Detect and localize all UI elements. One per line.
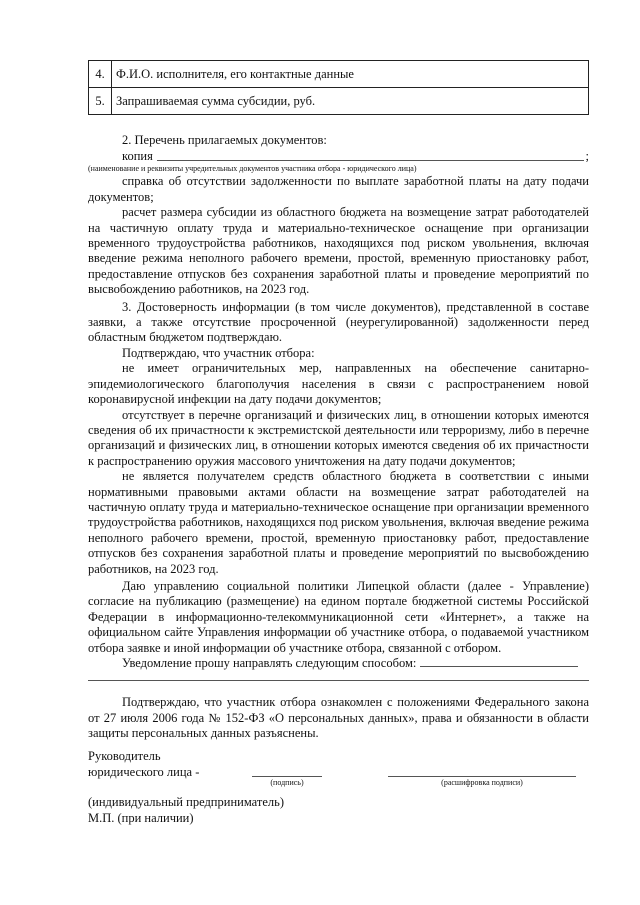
row-number: 4. (89, 61, 112, 88)
info-table (88, 60, 589, 115)
confirm-item-budget: не является получателем средств областного бюджета в соответствии с иными нормативными правовыми актами области на возмещение затрат работодателей на частичную оплату труда и материально-техническое оснащение при организации временного трудоустройства работников, находящихся под риском увольнения, включая введение режима неполного рабочего времени, простой, временную приостановку работ, предоставление отпусков без сохранения заработной платы и проведение мероприятий по высвобождению работников, на 2023 год. (88, 469, 589, 576)
table-row (89, 88, 589, 115)
row-number: 5. (89, 88, 112, 115)
section3-reliability: 3. Достоверность информации (в том числе документов), представленной в составе заявки, а также отсутствие просроченной (неурегулированной) задолженности перед областным бюджетом подтверждаю. (88, 299, 589, 345)
row-text: Запрашиваемая сумма субсидии, руб. (112, 88, 589, 115)
signature-caption: (подпись) (270, 778, 304, 787)
row-text: Ф.И.О. исполнителя, его контактные данные (112, 61, 589, 88)
doc-item-salary-debt: справка об отсутствии задолженности по выплате заработной платы на дату подачи документов; (88, 174, 589, 204)
copy-row (88, 148, 589, 164)
table-row (89, 61, 589, 88)
notify-label: Уведомление прошу направлять следующим способом: (122, 656, 417, 670)
notify-paragraph (88, 656, 589, 671)
personal-data-paragraph: Подтверждаю, что участник отбора ознакомлен с положениями Федерального закона от 27 июля 2006 года № 152-ФЗ «О персональных данных», права и обязанности в области защиты персональных данных разъяснены. (88, 695, 589, 741)
document-body (88, 133, 589, 742)
copy-note: (наименование и реквизиты учредительных документов участника отбора - юридического лица) (88, 164, 417, 174)
notify-fill-line (420, 656, 578, 667)
copy-fill-line (157, 150, 584, 161)
signature-decode-line (388, 776, 576, 777)
signature-block (88, 748, 589, 826)
signature-line (252, 776, 322, 777)
signature-legal-entity-label: юридического лица - (88, 765, 200, 779)
doc-item-subsidy-calc: расчет размера субсидии из областного бюджета на возмещение затрат работодателей на частичную оплату труда и материально-техническое оснащение при организации временного трудоустройства работников, находящихся под риском увольнения, включая введение режима неполного рабочего времени, простой, временную приостановку работ, предоставление отпусков без сохранения заработной платы и проведение мероприятий по высвобождению работников, на 2023 год. (88, 205, 589, 297)
copy-label: копия (122, 149, 153, 163)
copy-end: ; (585, 149, 589, 163)
signature-head-label: Руководитель (88, 749, 161, 763)
confirm-item-extremism: отсутствует в перечне организаций и физических лиц, в отношении которых имеются сведения об их причастности к экстремистской деятельности или терроризму, либо в перечне организаций и физических лиц, в отношении которых имеются сведения об их причастности к распространению оружия массового уничтожения на дату подачи документов; (88, 407, 589, 468)
consent-paragraph: Даю управлению социальной политики Липецкой области (далее - Управление) согласие на публикацию (размещение) на едином портале бюджетной системы Российской Федерации в информационно-телекоммуникационной сети «Интернет», а также на официальном сайте Управления информации об участнике отбора, о подаваемой участником отбора заявке и иной информации об участнике отбора, связанной с отбором. (88, 578, 589, 655)
section2-title: 2. Перечень прилагаемых документов: (122, 133, 327, 147)
seal-label: М.П. (при наличии) (88, 811, 194, 825)
signature-decode-caption: (расшифровка подписи) (441, 778, 523, 787)
entrepreneur-label: (индивидуальный предприниматель) (88, 795, 284, 809)
confirm-title: Подтверждаю, что участник отбора: (122, 345, 315, 360)
confirm-item-restrictions: не имеет ограничительных мер, направленных на обеспечение санитарно-эпидемиологического благополучия населения в связи с распространением новой коронавирусной инфекции на дату подачи документов; (88, 361, 589, 407)
notify-second-line (88, 671, 589, 681)
